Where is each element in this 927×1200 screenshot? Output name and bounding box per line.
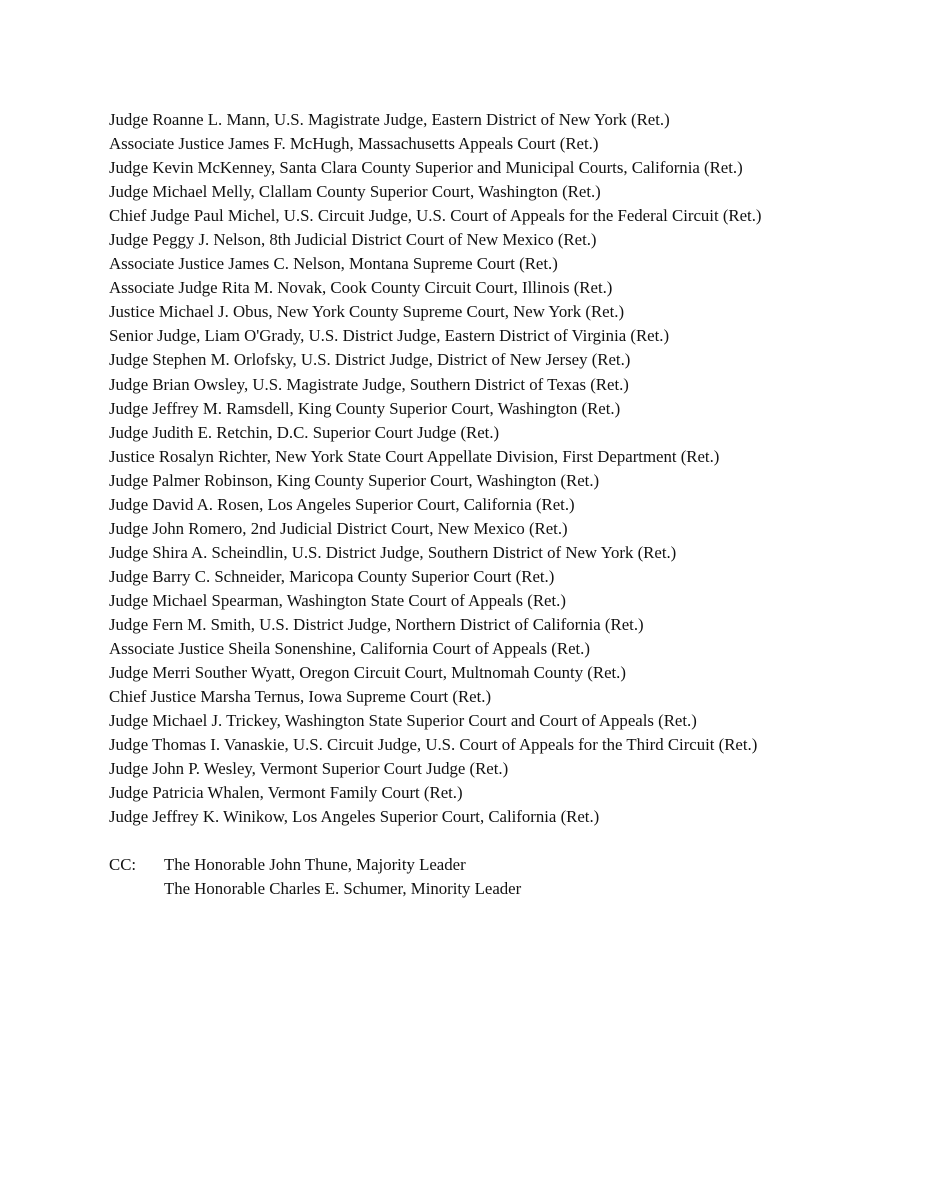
signatory-line: Associate Judge Rita M. Novak, Cook County Circuit Court, Illinois (Ret.) — [109, 278, 613, 298]
signatory-line: Judge Patricia Whalen, Vermont Family Court (Ret.) — [109, 783, 463, 803]
signatory-line: Judge Peggy J. Nelson, 8th Judicial District Court of New Mexico (Ret.) — [109, 230, 597, 250]
signatory-line: Chief Justice Marsha Ternus, Iowa Supreme Court (Ret.) — [109, 687, 492, 707]
signatory-line: Judge Michael J. Trickey, Washington State Superior Court and Court of Appeals (Ret.) — [109, 711, 697, 731]
cc-recipient: The Honorable Charles E. Schumer, Minority Leader — [164, 879, 522, 898]
signatory-line: Judge John Romero, 2nd Judicial District Court, New Mexico (Ret.) — [109, 518, 568, 538]
signatory-line: Judge David A. Rosen, Los Angeles Superior Court, California (Ret.) — [109, 494, 575, 514]
signatory-line: Associate Justice James F. McHugh, Massachusetts Appeals Court (Ret.) — [109, 134, 599, 154]
signatory-line: Justice Michael J. Obus, New York County Supreme Court, New York (Ret.) — [109, 302, 625, 322]
signatory-line: Judge Merri Souther Wyatt, Oregon Circuit Court, Multnomah County (Ret.) — [109, 663, 626, 683]
signatory-list — [109, 108, 909, 829]
signatory-line: Judge Jeffrey K. Winikow, Los Angeles Superior Court, California (Ret.) — [109, 807, 600, 827]
signatory-line: Judge Stephen M. Orlofsky, U.S. District Judge, District of New Jersey (Ret.) — [109, 350, 631, 370]
cc-recipient: The Honorable John Thune, Majority Leader — [164, 855, 466, 874]
signatory-line: Associate Justice James C. Nelson, Montana Supreme Court (Ret.) — [109, 254, 558, 274]
signatory-line: Judge Thomas I. Vanaskie, U.S. Circuit Judge, U.S. Court of Appeals for the Third Circuit (Ret.) — [109, 735, 758, 755]
signatory-line: Judge Fern M. Smith, U.S. District Judge, Northern District of California (Ret.) — [109, 614, 644, 634]
signatory-line: Senior Judge, Liam O'Grady, U.S. District Judge, Eastern District of Virginia (Ret.) — [109, 326, 670, 346]
signatory-line: Judge John P. Wesley, Vermont Superior Court Judge (Ret.) — [109, 759, 509, 779]
signatory-line: Judge Roanne L. Mann, U.S. Magistrate Judge, Eastern District of New York (Ret.) — [109, 110, 670, 129]
signatory-line: Judge Kevin McKenney, Santa Clara County Superior and Municipal Courts, California (Ret.) — [109, 158, 743, 178]
signatory-line: Judge Shira A. Scheindlin, U.S. District Judge, Southern District of New York (Ret.) — [109, 542, 677, 562]
signatory-line: Judge Barry C. Schneider, Maricopa County Superior Court (Ret.) — [109, 566, 555, 586]
cc-recipient-list — [164, 853, 521, 901]
signatory-line: Chief Judge Paul Michel, U.S. Circuit Judge, U.S. Court of Appeals for the Federal Circuit (Ret.) — [109, 206, 762, 226]
signatory-line: Justice Rosalyn Richter, New York State Court Appellate Division, First Department (Ret.) — [109, 446, 720, 466]
signatory-line: Associate Justice Sheila Sonenshine, California Court of Appeals (Ret.) — [109, 639, 590, 659]
signatory-line: Judge Judith E. Retchin, D.C. Superior Court Judge (Ret.) — [109, 422, 500, 442]
signatory-line: Judge Michael Melly, Clallam County Superior Court, Washington (Ret.) — [109, 182, 601, 202]
cc-label: CC: — [109, 855, 137, 874]
signatory-line: Judge Michael Spearman, Washington State Court of Appeals (Ret.) — [109, 590, 566, 610]
signatory-line: Judge Palmer Robinson, King County Superior Court, Washington (Ret.) — [109, 470, 600, 490]
signatory-line: Judge Jeffrey M. Ramsdell, King County Superior Court, Washington (Ret.) — [109, 398, 621, 418]
signatory-line: Judge Brian Owsley, U.S. Magistrate Judge, Southern District of Texas (Ret.) — [109, 374, 629, 394]
